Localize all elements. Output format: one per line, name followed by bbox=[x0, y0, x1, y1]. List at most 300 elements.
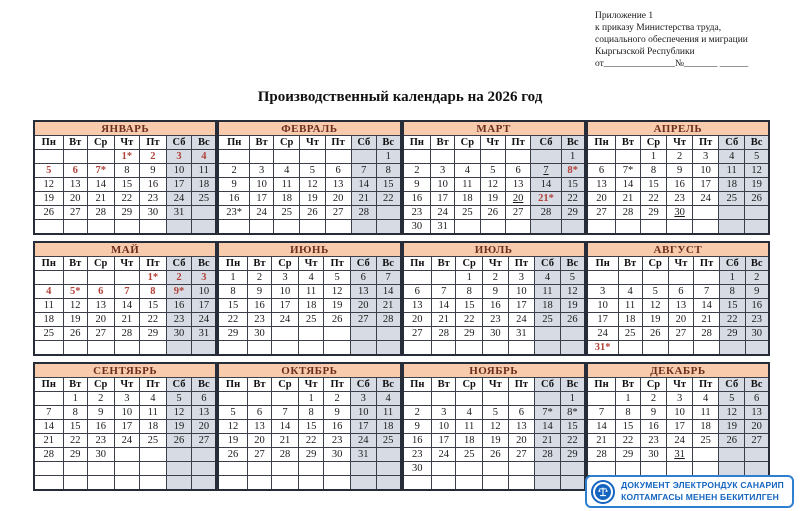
day-cell bbox=[587, 462, 616, 476]
day-cell: 4 bbox=[456, 406, 483, 420]
day-cell: 26 bbox=[745, 192, 769, 206]
day-cell: 12 bbox=[719, 406, 745, 420]
day-cell: 27 bbox=[403, 327, 432, 341]
day-cell bbox=[140, 462, 166, 476]
day-cell: 21 bbox=[34, 434, 63, 448]
day-cell bbox=[403, 271, 432, 285]
day-cell: 11 bbox=[34, 299, 63, 313]
day-cell: 14 bbox=[535, 420, 561, 434]
day-cell: 23 bbox=[483, 313, 509, 327]
day-cell: 18 bbox=[456, 434, 483, 448]
day-cell: 6 bbox=[350, 271, 376, 285]
day-cell: 3 bbox=[667, 392, 693, 406]
day-cell: 17 bbox=[166, 178, 192, 192]
day-cell: 1 bbox=[218, 271, 247, 285]
day-cell: 26 bbox=[63, 327, 87, 341]
day-cell: 20 bbox=[745, 420, 769, 434]
day-cell: 1 bbox=[456, 271, 483, 285]
weekday-header: Пт bbox=[140, 136, 166, 150]
day-cell: 5 bbox=[483, 406, 509, 420]
day-cell: 27 bbox=[87, 327, 114, 341]
day-cell bbox=[745, 220, 769, 235]
day-cell: 4 bbox=[192, 150, 216, 164]
day-cell: 13 bbox=[505, 178, 531, 192]
day-cell: 17 bbox=[431, 192, 455, 206]
weekday-header: Вс bbox=[745, 136, 769, 150]
weekday-header: Вт bbox=[618, 257, 642, 271]
day-cell bbox=[642, 271, 668, 285]
day-cell bbox=[720, 341, 745, 356]
day-cell bbox=[300, 150, 325, 164]
day-cell: 16 bbox=[218, 192, 249, 206]
day-cell: 2 bbox=[87, 392, 114, 406]
day-cell bbox=[114, 448, 140, 462]
day-cell: 1 bbox=[616, 392, 640, 406]
day-cell: 22 bbox=[560, 434, 584, 448]
day-cell: 10 bbox=[431, 178, 455, 192]
day-cell: 8 bbox=[114, 164, 140, 178]
day-cell: 9 bbox=[640, 406, 667, 420]
weekday-header: Ср bbox=[272, 378, 299, 392]
day-cell: 8 bbox=[720, 285, 745, 299]
day-cell: 1 bbox=[561, 150, 585, 164]
weekday-header: Пт bbox=[505, 136, 531, 150]
day-cell: 5 bbox=[642, 285, 668, 299]
day-cell: 15 bbox=[218, 299, 247, 313]
day-cell: 22 bbox=[640, 192, 667, 206]
day-cell: 30 bbox=[324, 448, 350, 462]
day-cell: 13 bbox=[587, 178, 616, 192]
day-cell bbox=[324, 327, 350, 341]
day-cell bbox=[560, 462, 584, 476]
day-cell: 27 bbox=[745, 434, 769, 448]
weekday-header: Сб bbox=[166, 378, 192, 392]
day-cell: 9 bbox=[140, 164, 166, 178]
day-cell: 6 bbox=[63, 164, 87, 178]
weekday-header: Пн bbox=[218, 378, 247, 392]
day-cell: 3 bbox=[250, 164, 274, 178]
day-cell: 30 bbox=[140, 206, 166, 220]
day-cell: 19 bbox=[745, 178, 769, 192]
weekday-header: Пн bbox=[403, 378, 432, 392]
month-title: ИЮНЬ bbox=[218, 242, 400, 257]
day-cell: 30 bbox=[483, 327, 509, 341]
weekday-header: Пн bbox=[218, 257, 247, 271]
day-cell: 15 bbox=[377, 178, 401, 192]
day-cell: 11 bbox=[692, 406, 718, 420]
day-cell bbox=[192, 341, 216, 356]
day-cell: 9 bbox=[324, 406, 350, 420]
day-cell bbox=[535, 462, 561, 476]
month-title: ЯНВАРЬ bbox=[34, 121, 216, 136]
day-cell: 27 bbox=[668, 327, 693, 341]
day-cell bbox=[719, 220, 745, 235]
day-cell: 16 bbox=[324, 420, 350, 434]
weekday-header: Сб bbox=[531, 136, 561, 150]
weekday-header: Пн bbox=[587, 378, 616, 392]
day-cell: 4 bbox=[454, 164, 480, 178]
day-cell: 23* bbox=[218, 206, 249, 220]
day-cell bbox=[140, 220, 166, 235]
day-cell bbox=[535, 476, 561, 491]
day-cell: 3 bbox=[272, 271, 299, 285]
day-cell bbox=[34, 220, 63, 235]
day-cell bbox=[376, 341, 400, 356]
day-cell bbox=[350, 476, 376, 491]
day-cell: 10 bbox=[508, 285, 534, 299]
day-cell: 21 bbox=[694, 313, 720, 327]
weekday-header: Ср bbox=[456, 257, 483, 271]
weekday-header: Вс bbox=[376, 378, 400, 392]
day-cell: 22 bbox=[63, 434, 87, 448]
day-cell: 9 bbox=[403, 420, 432, 434]
day-cell bbox=[114, 476, 140, 491]
day-cell bbox=[508, 392, 534, 406]
weekday-header: Вт bbox=[247, 378, 271, 392]
day-cell: 29 bbox=[616, 448, 640, 462]
day-cell bbox=[192, 206, 216, 220]
day-cell bbox=[456, 392, 483, 406]
day-cell bbox=[667, 462, 693, 476]
day-cell: 31 bbox=[667, 448, 693, 462]
day-cell: 5 bbox=[480, 164, 505, 178]
day-cell: 29 bbox=[298, 448, 324, 462]
day-cell: 16 bbox=[247, 299, 271, 313]
weekday-header: Пт bbox=[325, 136, 351, 150]
day-cell: 12 bbox=[480, 178, 505, 192]
day-cell: 18 bbox=[719, 178, 745, 192]
weekday-header: Ср bbox=[456, 378, 483, 392]
weekday-header: Вт bbox=[247, 257, 271, 271]
day-cell: 30 bbox=[87, 448, 114, 462]
day-cell: 20 bbox=[63, 192, 87, 206]
day-cell bbox=[719, 462, 745, 476]
day-cell: 21 bbox=[114, 313, 140, 327]
day-cell: 11 bbox=[376, 406, 400, 420]
day-cell bbox=[692, 448, 718, 462]
page-title: Производственный календарь на 2026 год bbox=[257, 89, 543, 105]
weekday-header: Пт bbox=[140, 257, 166, 271]
weekday-header: Чт bbox=[114, 257, 140, 271]
day-cell: 6 bbox=[403, 285, 432, 299]
day-cell: 4 bbox=[274, 164, 300, 178]
weekday-header: Чт bbox=[114, 136, 140, 150]
day-cell: 6 bbox=[668, 285, 693, 299]
day-cell bbox=[274, 220, 300, 235]
day-cell bbox=[483, 341, 509, 356]
day-cell: 19 bbox=[719, 420, 745, 434]
month-july bbox=[402, 241, 586, 356]
day-cell: 11 bbox=[535, 285, 561, 299]
appendix-line: от_______________№_______ ______ bbox=[595, 58, 749, 69]
day-cell: 15 bbox=[114, 178, 140, 192]
weekday-header: Вт bbox=[432, 378, 456, 392]
month-november bbox=[402, 362, 586, 491]
day-cell bbox=[560, 341, 584, 356]
day-cell bbox=[508, 462, 534, 476]
day-cell: 16 bbox=[87, 420, 114, 434]
weekday-header: Пт bbox=[508, 257, 534, 271]
day-cell: 17 bbox=[192, 299, 216, 313]
day-cell bbox=[480, 150, 505, 164]
day-cell: 13 bbox=[325, 178, 351, 192]
day-cell: 29 bbox=[218, 327, 247, 341]
day-cell bbox=[535, 327, 561, 341]
weekday-header: Вт bbox=[250, 136, 274, 150]
day-cell bbox=[272, 462, 299, 476]
day-cell bbox=[351, 150, 376, 164]
day-cell: 26 bbox=[642, 327, 668, 341]
day-cell: 27 bbox=[350, 313, 376, 327]
day-cell: 10 bbox=[692, 164, 718, 178]
day-cell bbox=[640, 462, 667, 476]
day-cell bbox=[325, 220, 351, 235]
day-cell: 26 bbox=[719, 434, 745, 448]
day-cell: 16 bbox=[640, 420, 667, 434]
day-cell: 2 bbox=[403, 164, 431, 178]
day-cell bbox=[298, 462, 324, 476]
day-cell: 25 bbox=[274, 206, 300, 220]
weekday-header: Сб bbox=[720, 257, 745, 271]
day-cell bbox=[535, 341, 561, 356]
day-cell bbox=[668, 341, 693, 356]
day-cell: 27 bbox=[508, 448, 534, 462]
day-cell: 17 bbox=[272, 299, 299, 313]
weekday-header: Чт bbox=[298, 257, 324, 271]
day-cell: 20 bbox=[247, 434, 271, 448]
day-cell: 10 bbox=[192, 285, 216, 299]
day-cell bbox=[324, 341, 350, 356]
day-cell: 28 bbox=[87, 206, 114, 220]
day-cell: 3 bbox=[431, 164, 455, 178]
day-cell bbox=[166, 448, 192, 462]
day-cell: 12 bbox=[34, 178, 63, 192]
day-cell: 2 bbox=[745, 271, 769, 285]
day-cell bbox=[432, 476, 456, 491]
weekday-header: Сб bbox=[351, 136, 376, 150]
month-title: НОЯБРЬ bbox=[403, 363, 585, 378]
day-cell: 15 bbox=[720, 299, 745, 313]
day-cell: 26 bbox=[34, 206, 63, 220]
day-cell bbox=[431, 150, 455, 164]
day-cell: 26 bbox=[480, 206, 505, 220]
day-cell: 17 bbox=[114, 420, 140, 434]
day-cell: 16 bbox=[403, 434, 432, 448]
day-cell: 2 bbox=[247, 271, 271, 285]
day-cell: 11 bbox=[618, 299, 642, 313]
day-cell bbox=[325, 150, 351, 164]
day-cell bbox=[63, 150, 87, 164]
day-cell: 10 bbox=[114, 406, 140, 420]
day-cell: 20 bbox=[505, 192, 531, 206]
day-cell: 12 bbox=[560, 285, 584, 299]
day-cell bbox=[377, 206, 401, 220]
weekday-header: Чт bbox=[668, 257, 693, 271]
weekday-header: Ср bbox=[640, 378, 667, 392]
day-cell: 19 bbox=[324, 299, 350, 313]
day-cell: 5 bbox=[324, 271, 350, 285]
day-cell bbox=[432, 271, 456, 285]
day-cell: 19 bbox=[642, 313, 668, 327]
weekday-header: Вс bbox=[377, 136, 401, 150]
day-cell: 3 bbox=[587, 285, 618, 299]
day-cell: 9 bbox=[218, 178, 249, 192]
day-cell: 3 bbox=[166, 150, 192, 164]
day-cell: 26 bbox=[560, 313, 584, 327]
day-cell: 29 bbox=[560, 448, 584, 462]
day-cell bbox=[63, 476, 87, 491]
day-cell: 31 bbox=[166, 206, 192, 220]
day-cell: 20 bbox=[668, 313, 693, 327]
weekday-header: Вс bbox=[192, 136, 216, 150]
day-cell: 12 bbox=[300, 178, 325, 192]
day-cell: 10 bbox=[667, 406, 693, 420]
weekday-header: Чт bbox=[114, 378, 140, 392]
day-cell: 29 bbox=[140, 327, 166, 341]
day-cell: 18 bbox=[376, 420, 400, 434]
day-cell: 23 bbox=[667, 192, 693, 206]
day-cell: 14 bbox=[694, 299, 720, 313]
day-cell bbox=[403, 341, 432, 356]
day-cell bbox=[250, 150, 274, 164]
weekday-header: Вс bbox=[376, 257, 400, 271]
day-cell: 18 bbox=[192, 178, 216, 192]
day-cell bbox=[432, 392, 456, 406]
day-cell: 16 bbox=[140, 178, 166, 192]
day-cell: 23 bbox=[166, 313, 192, 327]
day-cell bbox=[34, 462, 63, 476]
weekday-header: Пн bbox=[587, 257, 618, 271]
day-cell: 30 bbox=[667, 206, 693, 220]
day-cell bbox=[192, 476, 216, 491]
weekday-header: Вт bbox=[432, 257, 456, 271]
day-cell: 12 bbox=[63, 299, 87, 313]
day-cell bbox=[247, 462, 271, 476]
day-cell: 19 bbox=[300, 192, 325, 206]
day-cell: 25 bbox=[692, 434, 718, 448]
weekday-header: Вт bbox=[63, 257, 87, 271]
day-cell: 2 bbox=[218, 164, 249, 178]
day-cell: 27 bbox=[587, 206, 616, 220]
weekday-header: Вс bbox=[560, 257, 584, 271]
calendar-band bbox=[33, 120, 770, 235]
day-cell: 6 bbox=[87, 285, 114, 299]
day-cell: 3 bbox=[350, 392, 376, 406]
day-cell: 20 bbox=[403, 313, 432, 327]
day-cell: 26 bbox=[483, 448, 509, 462]
day-cell: 5 bbox=[745, 150, 769, 164]
day-cell: 5 bbox=[560, 271, 584, 285]
month-title: ИЮЛЬ bbox=[403, 242, 585, 257]
day-cell: 30 bbox=[403, 220, 431, 235]
day-cell: 13 bbox=[87, 299, 114, 313]
day-cell: 23 bbox=[324, 434, 350, 448]
day-cell bbox=[34, 392, 63, 406]
day-cell: 14 bbox=[34, 420, 63, 434]
day-cell bbox=[140, 448, 166, 462]
weekday-header: Сб bbox=[719, 378, 745, 392]
day-cell: 5 bbox=[300, 164, 325, 178]
day-cell: 25 bbox=[34, 327, 63, 341]
day-cell bbox=[218, 341, 247, 356]
day-cell: 5 bbox=[218, 406, 247, 420]
ministry-logo-icon bbox=[591, 480, 615, 504]
day-cell: 5 bbox=[166, 392, 192, 406]
day-cell: 7 bbox=[694, 285, 720, 299]
day-cell bbox=[483, 392, 509, 406]
day-cell: 10 bbox=[587, 299, 618, 313]
day-cell bbox=[218, 476, 247, 491]
day-cell bbox=[745, 448, 769, 462]
day-cell bbox=[298, 341, 324, 356]
day-cell bbox=[719, 448, 745, 462]
day-cell bbox=[114, 462, 140, 476]
day-cell: 25 bbox=[618, 327, 642, 341]
weekday-header: Чт bbox=[480, 136, 505, 150]
day-cell bbox=[454, 220, 480, 235]
day-cell bbox=[166, 220, 192, 235]
day-cell: 5 bbox=[719, 392, 745, 406]
weekday-header: Ср bbox=[87, 257, 114, 271]
day-cell bbox=[272, 327, 299, 341]
day-cell: 21 bbox=[587, 434, 616, 448]
day-cell: 30 bbox=[640, 448, 667, 462]
day-cell: 12 bbox=[745, 164, 769, 178]
day-cell: 24 bbox=[272, 313, 299, 327]
day-cell: 17 bbox=[250, 192, 274, 206]
weekday-header: Пн bbox=[34, 257, 63, 271]
day-cell: 2 bbox=[640, 392, 667, 406]
day-cell: 24 bbox=[508, 313, 534, 327]
day-cell bbox=[350, 327, 376, 341]
day-cell: 8* bbox=[560, 406, 584, 420]
day-cell: 6 bbox=[508, 406, 534, 420]
weekday-header: Ср bbox=[87, 378, 114, 392]
day-cell: 22 bbox=[114, 192, 140, 206]
day-cell bbox=[114, 271, 140, 285]
day-cell bbox=[483, 462, 509, 476]
weekday-header: Вс bbox=[745, 378, 769, 392]
day-cell bbox=[616, 150, 640, 164]
weekday-header: Сб bbox=[719, 136, 745, 150]
day-cell bbox=[456, 462, 483, 476]
day-cell bbox=[351, 220, 376, 235]
day-cell: 24 bbox=[432, 448, 456, 462]
weekday-header: Сб bbox=[350, 257, 376, 271]
day-cell: 13 bbox=[350, 285, 376, 299]
day-cell: 15 bbox=[298, 420, 324, 434]
day-cell: 12 bbox=[324, 285, 350, 299]
day-cell bbox=[166, 476, 192, 491]
day-cell bbox=[587, 220, 616, 235]
day-cell: 20 bbox=[508, 434, 534, 448]
day-cell: 1 bbox=[63, 392, 87, 406]
day-cell bbox=[403, 392, 432, 406]
day-cell bbox=[87, 150, 114, 164]
day-cell: 30 bbox=[403, 462, 432, 476]
day-cell bbox=[618, 271, 642, 285]
day-cell bbox=[140, 476, 166, 491]
day-cell: 14 bbox=[114, 299, 140, 313]
weekday-header: Сб bbox=[350, 378, 376, 392]
day-cell: 15 bbox=[140, 299, 166, 313]
day-cell: 8 bbox=[456, 285, 483, 299]
day-cell: 27 bbox=[63, 206, 87, 220]
day-cell bbox=[667, 220, 693, 235]
day-cell: 21* bbox=[531, 192, 561, 206]
day-cell bbox=[63, 341, 87, 356]
day-cell: 24 bbox=[250, 206, 274, 220]
